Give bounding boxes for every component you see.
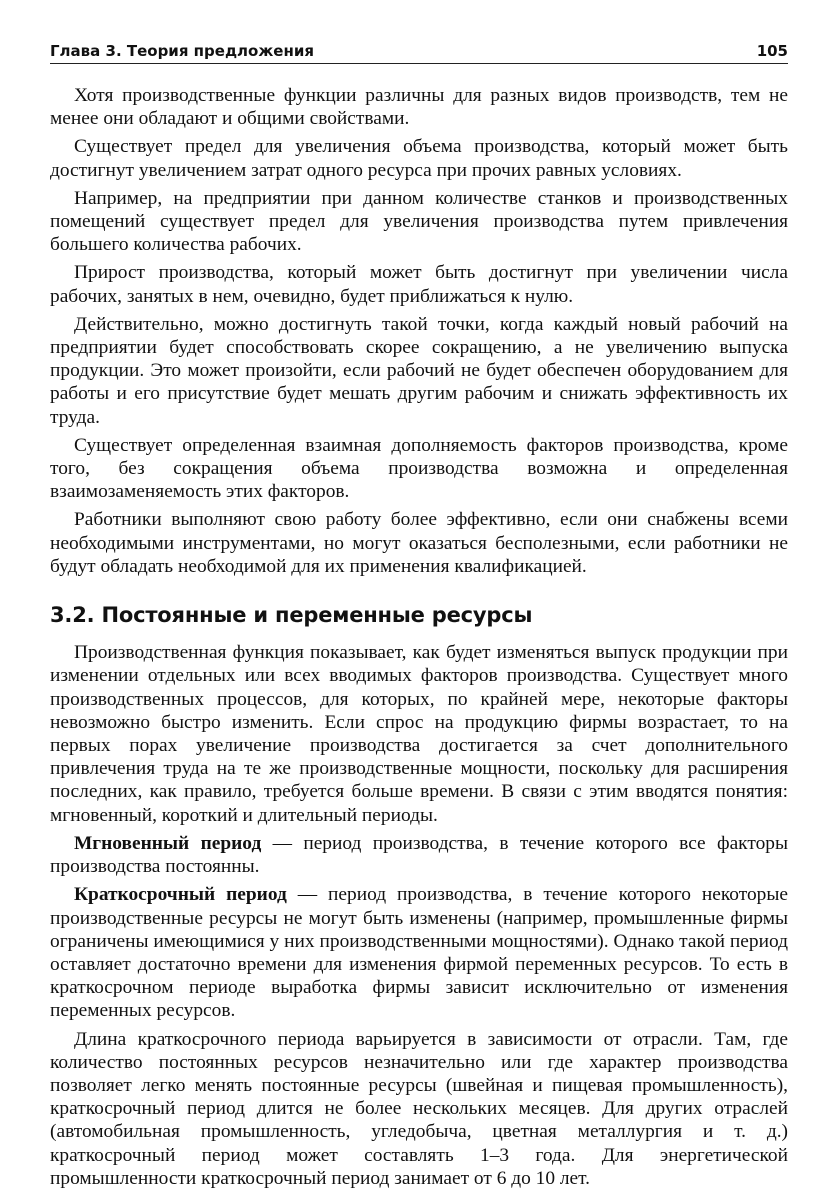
definition-instant xyxy=(50,832,788,878)
paragraph: Работники выполняют свою работу более эффективно, если они снабжены всеми необходимыми инструментами, но могут оказаться бесполезными, если работники не будут обладать необходимой для их применения квалификацией. xyxy=(50,509,788,577)
term-instant-period: Мгновенный период xyxy=(74,832,262,854)
section-heading: 3.2. Постоянные и переменные ресурсы xyxy=(50,603,533,628)
paragraph: Например, на предприятии при данном количестве станков и производственных помещений существует предел для увеличения производства путем привлечения большего количества рабочих. xyxy=(50,187,788,256)
page-number: 105 xyxy=(756,42,788,60)
paragraph: Прирост производства, который может быть достигнут при увеличении числа рабочих, занятых в нем, очевидно, будет приближаться к нулю. xyxy=(50,262,788,307)
paragraph: Действительно, можно достигнуть такой точки, когда каждый новый рабочий на предприятии будет способствовать скорее сокращению, а не увеличению выпуска продукции. Это может произойти, если рабочий не будет обеспечен оборудованием для работы и его присутствие будет мешать другим рабочим и снижать эффективность их труда. xyxy=(50,313,788,428)
definition-text: — период производства, в течение которого все факторы производства постоянны. xyxy=(50,832,788,878)
paragraph: Производственная функция показывает, как будет изменяться выпуск продукции при изменении отдельных или всех вводимых факторов производства. Существует много производственных процессов, для которых, по крайней мере, некоторые факторы невозможно быстро изменить. Если спрос на продукцию фирмы возрастает, то на первых порах увеличение производства достигается за счет дополнительного привлечения труда на те же производственные мощности, поскольку для расширения последних, как правило, требуется больше времени. В связи с этим вводятся понятия: мгновенный, короткий и длительный периоды. xyxy=(50,642,788,826)
page-body xyxy=(50,84,788,1195)
definition-short xyxy=(50,883,788,1022)
definition-text: — период производства, в течение которого некоторые производственные ресурсы не могут быть изменены (например, промышленные фирмы ограничены имеющимися у них производственными мощностями). Однако такой период оставляет достаточно времени для изменения фирмой переменных ресурсов. То есть в краткосрочном периоде выработка фирмы зависит исключительно от изменения переменных ресурсов. xyxy=(50,884,788,1022)
running-header xyxy=(50,36,788,64)
chapter-title: Глава 3. Теория предложения xyxy=(50,42,314,60)
paragraph: Существует предел для увеличения объема производства, который может быть достигнут увеличением затрат одного ресурса при прочих равных условиях. xyxy=(50,136,788,181)
paragraph: Существует определенная взаимная дополняемость факторов производства, кроме того, без сокращения объема производства возможна и определенная взаимозаменяемость этих факторов. xyxy=(50,434,788,503)
paragraph: Длина краткосрочного периода варьируется в зависимости от отрасли. Там, где количество постоянных ресурсов незначительно или где характер производства позволяет легко менять постоянные ресурсы (швейная и пищевая промышленность), краткосрочный период длится не более нескольких месяцев. Для других отраслей (автомобильная промышленность, угледобыча, цветная металлургия и т. д.) краткосрочный период может составлять 1–3 года. Для энергетической промышленности краткосрочный период занимает от 6 до 10 лет. xyxy=(50,1028,788,1189)
paragraph: Хотя производственные функции различны для разных видов производств, тем не менее они обладают и общими свойствами. xyxy=(50,85,788,130)
term-short-period: Краткосрочный период xyxy=(74,884,287,906)
